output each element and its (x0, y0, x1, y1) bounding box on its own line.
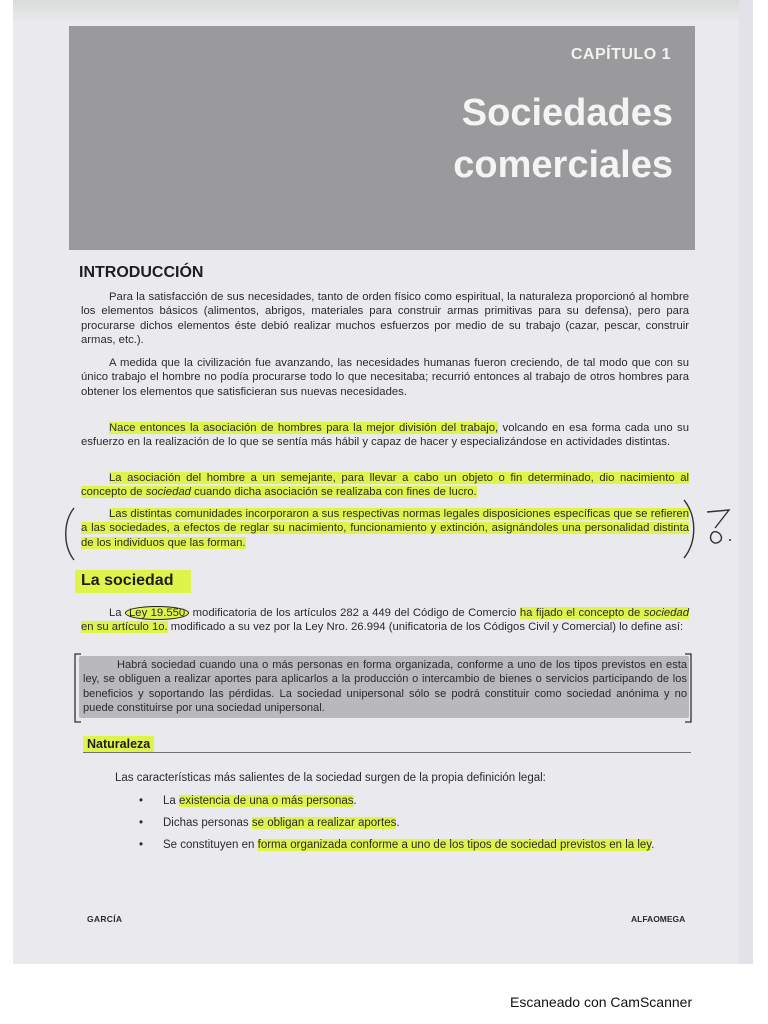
paragraph-text: modificatoria de los artículos 282 a 449 del Código de Comercio (189, 607, 520, 619)
handwritten-mark-icon (705, 508, 735, 548)
chapter-header (69, 26, 695, 250)
page-right-edge (739, 0, 753, 964)
scanner-watermark: Escaneado con CamScanner (510, 994, 693, 1010)
naturaleza-lead: Las características más salientes de la sociedad surgen de la propia definición legal: (115, 772, 546, 784)
highlight-text: Las distintas comunidades incorporaron a sus respectivas normas legales disposiciones específicas que se refieren a las sociedades, a efectos de reglar su nacimiento, funcionamiento y extinción, asignándoles una personalidad distinta de los individuos que las forman. (81, 508, 689, 549)
paragraph-text: La asociación del hombre a un semejante, para llevar a cabo un objeto o fin determinado, dio nacimiento al concepto de (81, 472, 689, 499)
italic-term: sociedad (643, 607, 689, 619)
paragraph-text: modificado a su vez por la Ley Nro. 26.994 (unificatoria de los Códigos Civil y Comercial) lo define así: (167, 621, 684, 634)
list-item (135, 816, 695, 831)
chapter-title-line1: Sociedades (461, 92, 673, 134)
law-reference: Ley 19.550 (125, 606, 189, 620)
list-item (135, 838, 695, 853)
section-divider (83, 752, 691, 753)
chapter-label: CAPÍTULO 1 (570, 46, 671, 63)
paragraph-text: Dichas personas (163, 817, 252, 829)
paragraph-text: . (353, 795, 357, 807)
paragraph-text: . (396, 817, 400, 829)
characteristics-list (135, 794, 695, 860)
footer-author: GARCÍA (87, 914, 123, 924)
paragraph-text: en su artículo 1o. (81, 621, 168, 634)
page-top-edge (13, 0, 753, 22)
paragraph-text: Se constituyen en (163, 839, 258, 851)
highlight-text: existencia de una o más personas (179, 795, 354, 807)
highlight-text: forma organizada conforme a uno de los tipos de sociedad previstos en la ley (257, 839, 652, 851)
intro-paragraph-4 (81, 471, 689, 500)
bullet-icon: • (139, 839, 144, 851)
paragraph-text: . (651, 839, 655, 851)
scanned-page (13, 0, 753, 964)
italic-term: sociedad (145, 486, 191, 499)
highlight-text (81, 472, 689, 498)
handwritten-bracket-quote-right (683, 652, 695, 724)
handwritten-bracket-right (681, 498, 701, 560)
intro-paragraph-5 (81, 507, 689, 550)
chapter-title-line2: comerciales (453, 144, 673, 186)
definition-quote: Habrá sociedad cuando una o más personas en forma organizada, conforme a uno de los tipos previstos en esta ley, se obliguen a realizar aportes para aplicarlos a la producción o intercambio de bienes o servicios participando de los beneficios y soportando las pérdidas. La sociedad unipersonal sólo se podrá constituir como sociedad anónima y no puede constituirse por una sociedad unipersonal. (83, 659, 687, 715)
paragraph-text: La (109, 607, 125, 619)
section-heading-la-sociedad: La sociedad (75, 570, 191, 593)
intro-paragraph-2: A medida que la civilización fue avanzando, las necesidades humanas fueron creciendo, de tal modo que con su único trabajo el hombre no podía procurarse todo lo que necesitaba; recurrió entonces al trabajo de otros hombres para obtener los elementos que satisficieran sus nuevas necesidades. (81, 357, 689, 398)
paragraph-text: volcando en esa forma cada uno su esfuerzo en la realización de lo que se sentía más hábil y capaz de hacer y especializándose en actividades distintas. (81, 422, 689, 449)
list-item (135, 794, 695, 809)
paragraph-text: cuando dicha asociación se realizaba con fines de lucro. (190, 486, 477, 499)
highlight-text: Nace entonces la asociación de hombres para la mejor división del trabajo, (109, 422, 499, 434)
paragraph-text: La (163, 795, 179, 807)
bullet-icon: • (139, 795, 144, 807)
intro-heading: INTRODUCCIÓN (79, 264, 204, 281)
subsection-heading-naturaleza: Naturaleza (83, 736, 154, 752)
handwritten-bracket-left (61, 506, 77, 562)
intro-paragraph-1: Para la satisfacción de sus necesidades, tanto de orden físico como espiritual, la naturaleza proporcionó al hombre los elementos básicos (alimentos, abrigos, materiales para construir armas primitivas para su defensa), pero para procurarse dichos elementos éste debió realizar muchos esfuerzos por medio de su trabajo (cazar, pescar, construir armas, etc.). (81, 291, 689, 347)
paragraph-text: ha fijado el concepto de (519, 607, 644, 619)
law-paragraph (81, 606, 689, 635)
handwritten-bracket-quote-left (71, 652, 83, 724)
footer-publisher: ALFAOMEGA (631, 914, 686, 924)
bullet-icon: • (139, 817, 144, 829)
intro-paragraph-3 (81, 421, 689, 450)
highlight-text: se obligan a realizar aportes (251, 817, 397, 829)
